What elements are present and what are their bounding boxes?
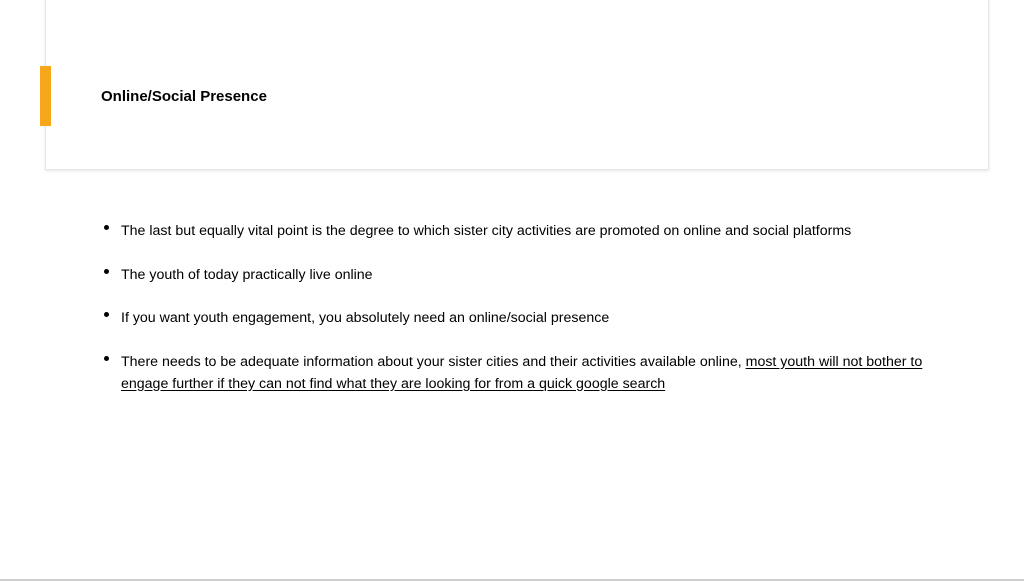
bullet-item [101, 307, 961, 329]
bullet-text: The youth of today practically live online [121, 266, 373, 283]
bullet-item [101, 264, 961, 286]
bullet-text: There needs to be adequate information about your sister cities and their activities available online, [121, 353, 746, 370]
bullet-text: The last but equally vital point is the degree to which sister city activities are promoted on online and social platforms [121, 223, 852, 239]
underlined-emphasis-text: most youth will not bother to engage further if they can not find what they are looking for from a quick google search [121, 353, 923, 392]
bullet-item [101, 220, 961, 242]
title-header-card [45, 0, 989, 170]
bullet-item [101, 351, 961, 395]
accent-bar [40, 66, 51, 126]
bullet-text: If you want youth engagement, you absolutely need an online/social presence [121, 310, 610, 326]
slide-title: Online/Social Presence [101, 88, 267, 105]
bullet-list [101, 220, 961, 416]
